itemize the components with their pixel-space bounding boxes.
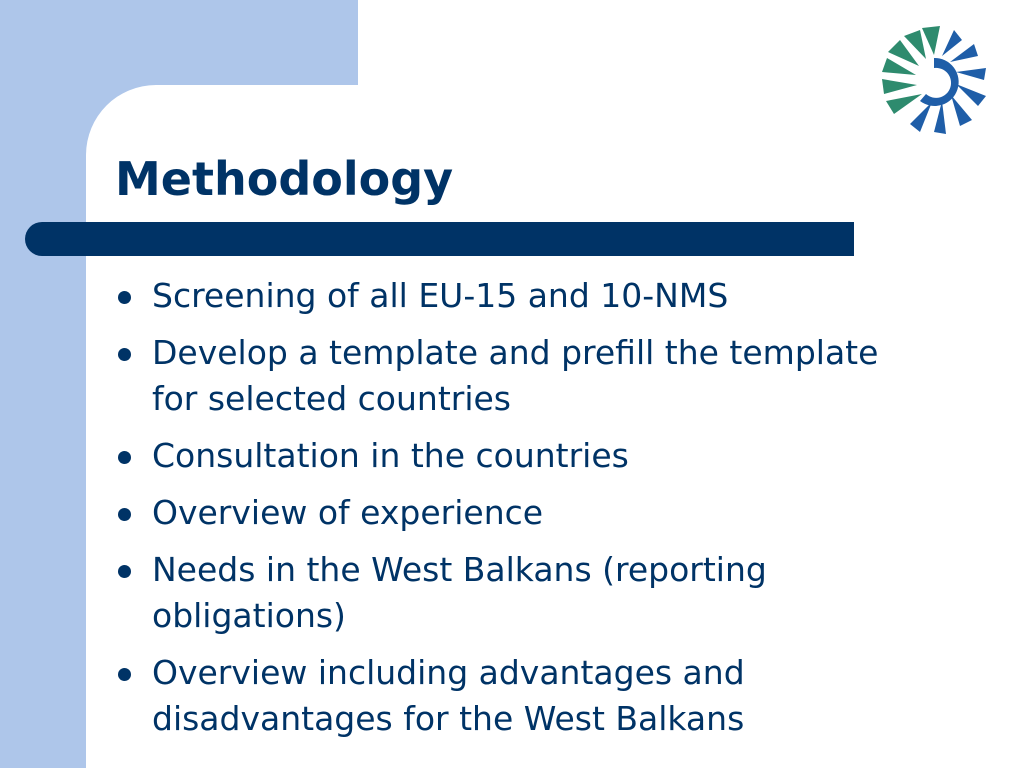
bullet-item <box>118 547 918 639</box>
bullet-text: Develop a template and prefill the template for selected countries <box>152 333 879 418</box>
bullet-dot-icon <box>118 508 131 521</box>
bullet-dot-icon <box>118 451 131 464</box>
bullet-item <box>118 273 918 319</box>
bullet-list <box>118 273 918 753</box>
bullet-dot-icon <box>118 668 131 681</box>
bullet-item <box>118 650 918 742</box>
bullet-text: Screening of all EU-15 and 10-NMS <box>152 276 729 315</box>
eea-sun-logo-icon <box>874 22 994 142</box>
slide-title: Methodology <box>115 152 454 206</box>
bullet-text: Overview including advantages and disadvantages for the West Balkans <box>152 653 745 738</box>
title-underline-bar <box>25 222 854 256</box>
bullet-dot-icon <box>118 348 131 361</box>
bullet-dot-icon <box>118 565 131 578</box>
bullet-item <box>118 433 918 479</box>
bullet-item <box>118 330 918 422</box>
bullet-item <box>118 490 918 536</box>
bullet-dot-icon <box>118 291 131 304</box>
bullet-text: Overview of experience <box>152 493 544 532</box>
bullet-text: Consultation in the countries <box>152 436 629 475</box>
bullet-text: Needs in the West Balkans (reporting obligations) <box>152 550 767 635</box>
